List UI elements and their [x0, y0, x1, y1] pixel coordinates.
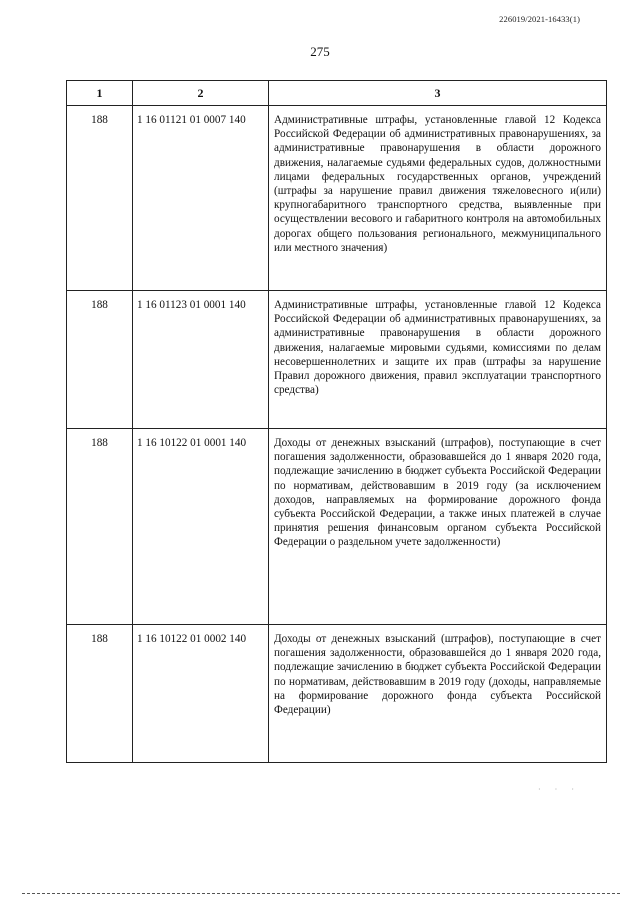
budget-code-cell: 1 16 10122 01 0002 140: [133, 625, 269, 763]
page-number: 275: [310, 44, 330, 59]
budget-codes-table: [66, 80, 607, 763]
scan-artifact: · · ·: [538, 785, 580, 794]
table-row: [67, 106, 607, 291]
document-id: 226019/2021-16433(1): [499, 14, 580, 24]
column-header-3: 3: [269, 81, 607, 106]
admin-code-cell: 188: [67, 106, 133, 291]
admin-code-cell: 188: [67, 291, 133, 429]
description-cell: Доходы от денежных взысканий (штрафов), поступающие в счет погашения задолженности, образовавшейся до 1 января 2020 года, подлежащие зачислению в бюджет субъекта Российской Федерации по нормативам, действовавшим в 2019 году (доходы, направляемые на формирование дорожного фонда субъекта Российской Федерации): [269, 625, 607, 763]
table-row: [67, 625, 607, 763]
bottom-edge-line: [22, 893, 620, 894]
admin-code-cell: 188: [67, 429, 133, 625]
table-row: [67, 429, 607, 625]
description-cell: Административные штрафы, установленные главой 12 Кодекса Российской Федерации об административных правонарушениях, за административные правонарушения в области дорожного движения, налагаемые мировыми судьями, комиссиями по делам несовершеннолетних и защите их прав (штрафы за нарушение Правил дорожного движения, правил эксплуатации транспортного средства): [269, 291, 607, 429]
table-header: [67, 81, 607, 106]
column-header-1: 1: [67, 81, 133, 106]
budget-code-cell: 1 16 01123 01 0001 140: [133, 291, 269, 429]
description-cell: Административные штрафы, установленные главой 12 Кодекса Российской Федерации об административных правонарушениях, за административные правонарушения в области дорожного движения, налагаемые судьями федеральных судов, должностными лицами федеральных государственных органов, учреждений (штрафы за нарушение правил движения тяжеловесного и(или) крупногабаритного транспортного средства, выявленные при осуществлении весового и габаритного контроля на автомобильных дорогах общего пользования регионального, межмуниципального или местного значения): [269, 106, 607, 291]
budget-code-cell: 1 16 01121 01 0007 140: [133, 106, 269, 291]
admin-code-cell: 188: [67, 625, 133, 763]
column-header-2: 2: [133, 81, 269, 106]
description-cell: Доходы от денежных взысканий (штрафов), поступающие в счет погашения задолженности, образовавшейся до 1 января 2020 года, подлежащие зачислению в бюджет субъекта Российской Федерации по нормативам, действовавшим в 2019 году (за исключением доходов, направляемых на формирование дорожного фонда субъекта Российской Федерации, а также иных платежей в случае принятия решения финансовым органом субъекта Российской Федерации о раздельном учете задолженности): [269, 429, 607, 625]
table-row: [67, 291, 607, 429]
budget-code-cell: 1 16 10122 01 0001 140: [133, 429, 269, 625]
